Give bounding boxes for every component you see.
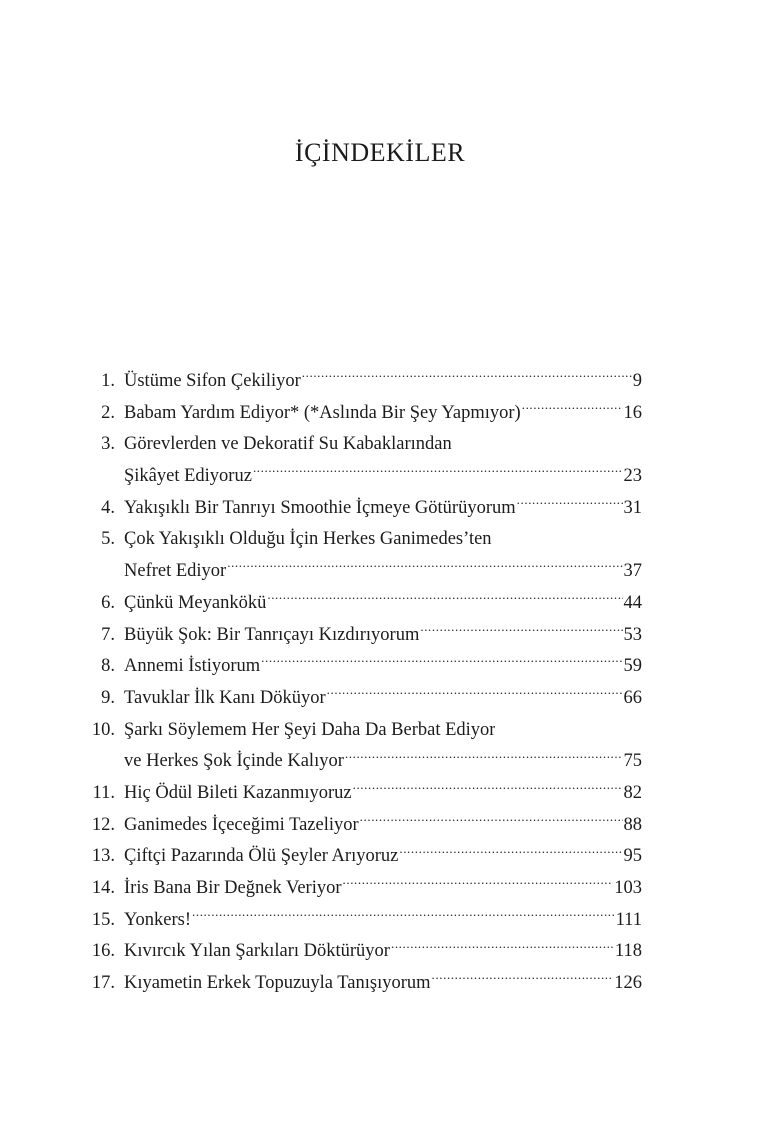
toc-entry-line <box>86 810 642 842</box>
toc-entry-line <box>86 746 642 778</box>
chapter-number: 15. <box>91 909 115 930</box>
chapter-number: 5. <box>101 529 115 550</box>
page-number: 59 <box>623 656 642 677</box>
toc-entry[interactable] <box>86 588 642 620</box>
toc-entry-line <box>86 683 642 715</box>
toc-entry-line <box>86 778 642 810</box>
chapter-title: Tavuklar İlk Kanı Döküyor <box>124 687 326 708</box>
toc-entry-line <box>86 651 642 683</box>
toc-entry-line <box>86 620 642 652</box>
chapter-number: 4. <box>101 497 115 518</box>
chapter-number: 12. <box>91 814 115 835</box>
dot-leader <box>517 494 623 513</box>
page-number: 126 <box>614 973 642 994</box>
chapter-number: 10. <box>91 719 115 740</box>
chapter-number: 2. <box>101 402 115 423</box>
chapter-title: Annemi İstiyorum <box>124 656 261 677</box>
chapter-title: İris Bana Bir Değnek Veriyor <box>124 878 342 898</box>
chapter-title: Şikâyet Ediyoruz <box>124 466 252 487</box>
chapter-title: Babam Yardım Ediyor* (*Aslında Bir Şey Yapmıyor) <box>124 402 521 423</box>
toc-entry-line <box>86 461 642 493</box>
page-number: 75 <box>623 751 642 772</box>
page-number: 23 <box>623 466 642 487</box>
page-number: 103 <box>614 878 642 898</box>
chapter-title: Ganimedes İçeceğimi Tazeliyor <box>124 814 359 835</box>
toc-entry[interactable] <box>86 905 642 937</box>
toc-entry[interactable] <box>86 524 642 587</box>
chapter-number: 11. <box>92 782 115 803</box>
chapter-number: 1. <box>101 371 115 391</box>
page-number: 88 <box>623 814 642 835</box>
dot-leader <box>522 399 623 418</box>
dot-leader <box>343 875 614 894</box>
toc-entry-line <box>86 873 642 905</box>
toc-entry-line <box>86 366 642 398</box>
toc-entry[interactable] <box>86 715 642 778</box>
chapter-title: Büyük Şok: Bir Tanrıçayı Kızdırıyorum <box>124 624 420 645</box>
dot-leader <box>227 558 622 577</box>
toc-entry-line <box>86 556 642 588</box>
dot-leader <box>253 463 623 482</box>
toc-entry[interactable] <box>86 841 642 873</box>
dot-leader <box>432 970 614 989</box>
chapter-title: Çok Yakışıklı Olduğu İçin Herkes Ganimedes’ten <box>124 529 492 550</box>
chapter-number: 14. <box>91 878 115 898</box>
chapter-number: 13. <box>91 846 115 867</box>
toc-entry[interactable] <box>86 936 642 968</box>
toc-entry[interactable] <box>86 683 642 715</box>
chapter-title: Yonkers! <box>124 909 191 930</box>
chapter-number: 8. <box>101 656 115 677</box>
page-number: 82 <box>623 782 642 803</box>
dot-leader <box>261 653 622 672</box>
dot-leader <box>192 906 615 925</box>
chapter-number: 6. <box>101 592 115 613</box>
page-number: 44 <box>623 592 642 613</box>
page-number: 111 <box>615 909 642 930</box>
chapter-number: 3. <box>101 434 115 455</box>
toc-entry-line <box>86 524 642 556</box>
chapter-title: Kıyametin Erkek Topuzuyla Tanışıyorum <box>124 973 431 994</box>
chapter-number: 16. <box>91 941 115 962</box>
toc-entry[interactable] <box>86 398 642 430</box>
dot-leader <box>302 368 632 387</box>
page-title: İÇİNDEKİLER <box>294 138 466 167</box>
page-number: 53 <box>623 624 642 645</box>
dot-leader <box>399 843 622 862</box>
page-number: 31 <box>623 497 642 518</box>
toc-entry-line <box>86 905 642 937</box>
toc-entry[interactable] <box>86 873 642 905</box>
chapter-title: Şarkı Söylemem Her Şeyi Daha Da Berbat Ediyor <box>124 719 496 740</box>
chapter-title: Üstüme Sifon Çekiliyor <box>124 371 301 391</box>
chapter-title: Yakışıklı Bir Tanrıyı Smoothie İçmeye Götürüyorum <box>124 497 516 518</box>
page-number: 118 <box>614 941 642 962</box>
chapter-number: 9. <box>101 687 115 708</box>
dot-leader <box>327 684 623 703</box>
chapter-title: Görevlerden ve Dekoratif Su Kabaklarından <box>124 434 452 455</box>
toc-entry-line <box>86 429 642 461</box>
toc-entry[interactable] <box>86 810 642 842</box>
table-of-contents <box>86 366 642 1000</box>
toc-entry-line <box>86 588 642 620</box>
page-number: 9 <box>632 371 642 391</box>
toc-entry[interactable] <box>86 968 642 1000</box>
toc-entry-line <box>86 398 642 430</box>
toc-entry[interactable] <box>86 778 642 810</box>
dot-leader <box>353 779 623 798</box>
chapter-title: Kıvırcık Yılan Şarkıları Döktürüyor <box>124 941 390 962</box>
chapter-title: Çünkü Meyankökü <box>124 592 267 613</box>
chapter-title: Hiç Ödül Bileti Kazanmıyoruz <box>124 782 352 803</box>
toc-entry[interactable] <box>86 429 642 492</box>
page-number: 66 <box>623 687 642 708</box>
chapter-title: ve Herkes Şok İçinde Kalıyor <box>124 751 344 772</box>
page-number: 95 <box>623 846 642 867</box>
toc-entry-line <box>86 493 642 525</box>
toc-entry-line <box>86 841 642 873</box>
chapter-number: 17. <box>91 973 115 994</box>
toc-entry-line <box>86 936 642 968</box>
page-number: 16 <box>623 402 642 423</box>
chapter-title: Nefret Ediyor <box>124 561 227 582</box>
toc-entry-line <box>86 968 642 1000</box>
chapter-title: Çiftçi Pazarında Ölü Şeyler Arıyoruz <box>124 846 399 867</box>
dot-leader <box>420 621 622 640</box>
toc-entry-line <box>86 715 642 747</box>
dot-leader <box>360 811 623 830</box>
toc-entry[interactable] <box>86 620 642 652</box>
chapter-number: 7. <box>101 624 115 645</box>
dot-leader <box>345 748 623 767</box>
page-number: 37 <box>623 561 642 582</box>
toc-entry[interactable] <box>86 493 642 525</box>
dot-leader <box>267 589 622 608</box>
toc-entry[interactable] <box>86 366 642 398</box>
toc-entry[interactable] <box>86 651 642 683</box>
dot-leader <box>391 938 614 957</box>
